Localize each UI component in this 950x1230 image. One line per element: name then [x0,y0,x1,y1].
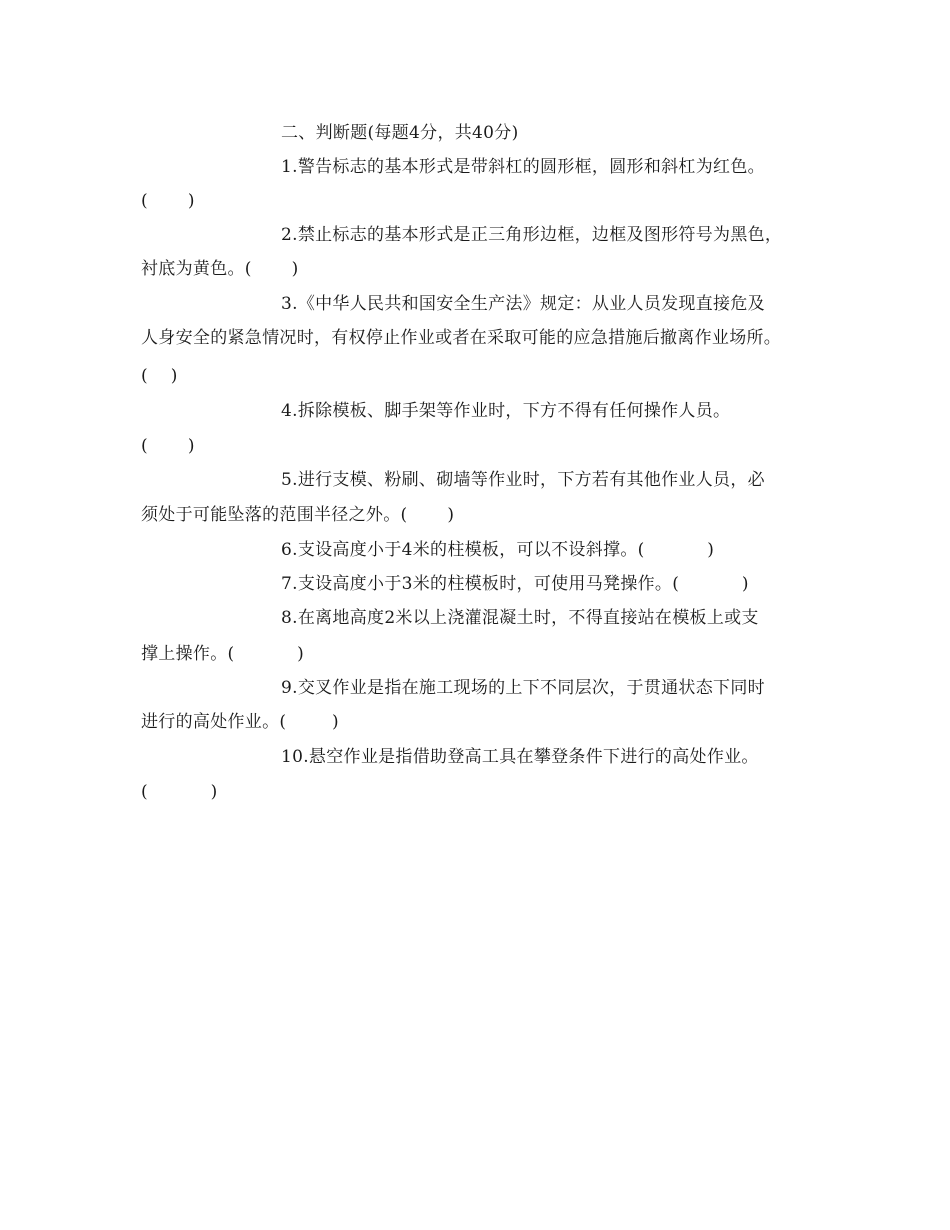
question-line: 须处于可能坠落的范围半径之外。( ) [141,505,455,525]
question-line: 4.拆除模板、脚手架等作业时，下方不得有任何操作人员。 [281,401,731,421]
answer-blank: ( ) [141,782,218,802]
question-line: 7.支设高度小于3米的柱模板时，可使用马凳操作。( ) [281,574,749,594]
question-line: 1.警告标志的基本形式是带斜杠的圆形框，圆形和斜杠为红色。 [281,157,765,177]
question-line: 10.悬空作业是指借助登高工具在攀登条件下进行的高处作业。 [281,747,759,767]
question-line: 9.交叉作业是指在施工现场的上下不同层次，于贯通状态下同时 [281,678,765,698]
answer-blank: ( ) [141,191,195,211]
question-line: 进行的高处作业。( ) [141,712,339,732]
question-line: 3.《中华人民共和国安全生产法》规定：从业人员发现直接危及 [281,294,765,314]
question-line: 2.禁止标志的基本形式是正三角形边框，边框及图形符号为黑色， [281,225,783,245]
section-title: 二、判断题(每题4分，共40分) [281,123,519,143]
question-line: 8.在离地高度2米以上浇灌混凝土时，不得直接站在模板上或支 [281,608,759,628]
question-line: 人身安全的紧急情况时，有权停止作业或者在采取可能的应急措施后撤离作业场所。 [141,328,782,348]
answer-blank: ( ) [141,366,178,386]
question-line: 6.支设高度小于4米的柱模板，可以不设斜撑。( ) [281,540,715,560]
question-line: 撑上操作。( ) [141,644,305,664]
question-line: 衬底为黄色。( ) [141,259,299,279]
answer-blank: ( ) [141,436,195,456]
question-line: 5.进行支模、粉刷、砌墙等作业时，下方若有其他作业人员，必 [281,470,765,490]
